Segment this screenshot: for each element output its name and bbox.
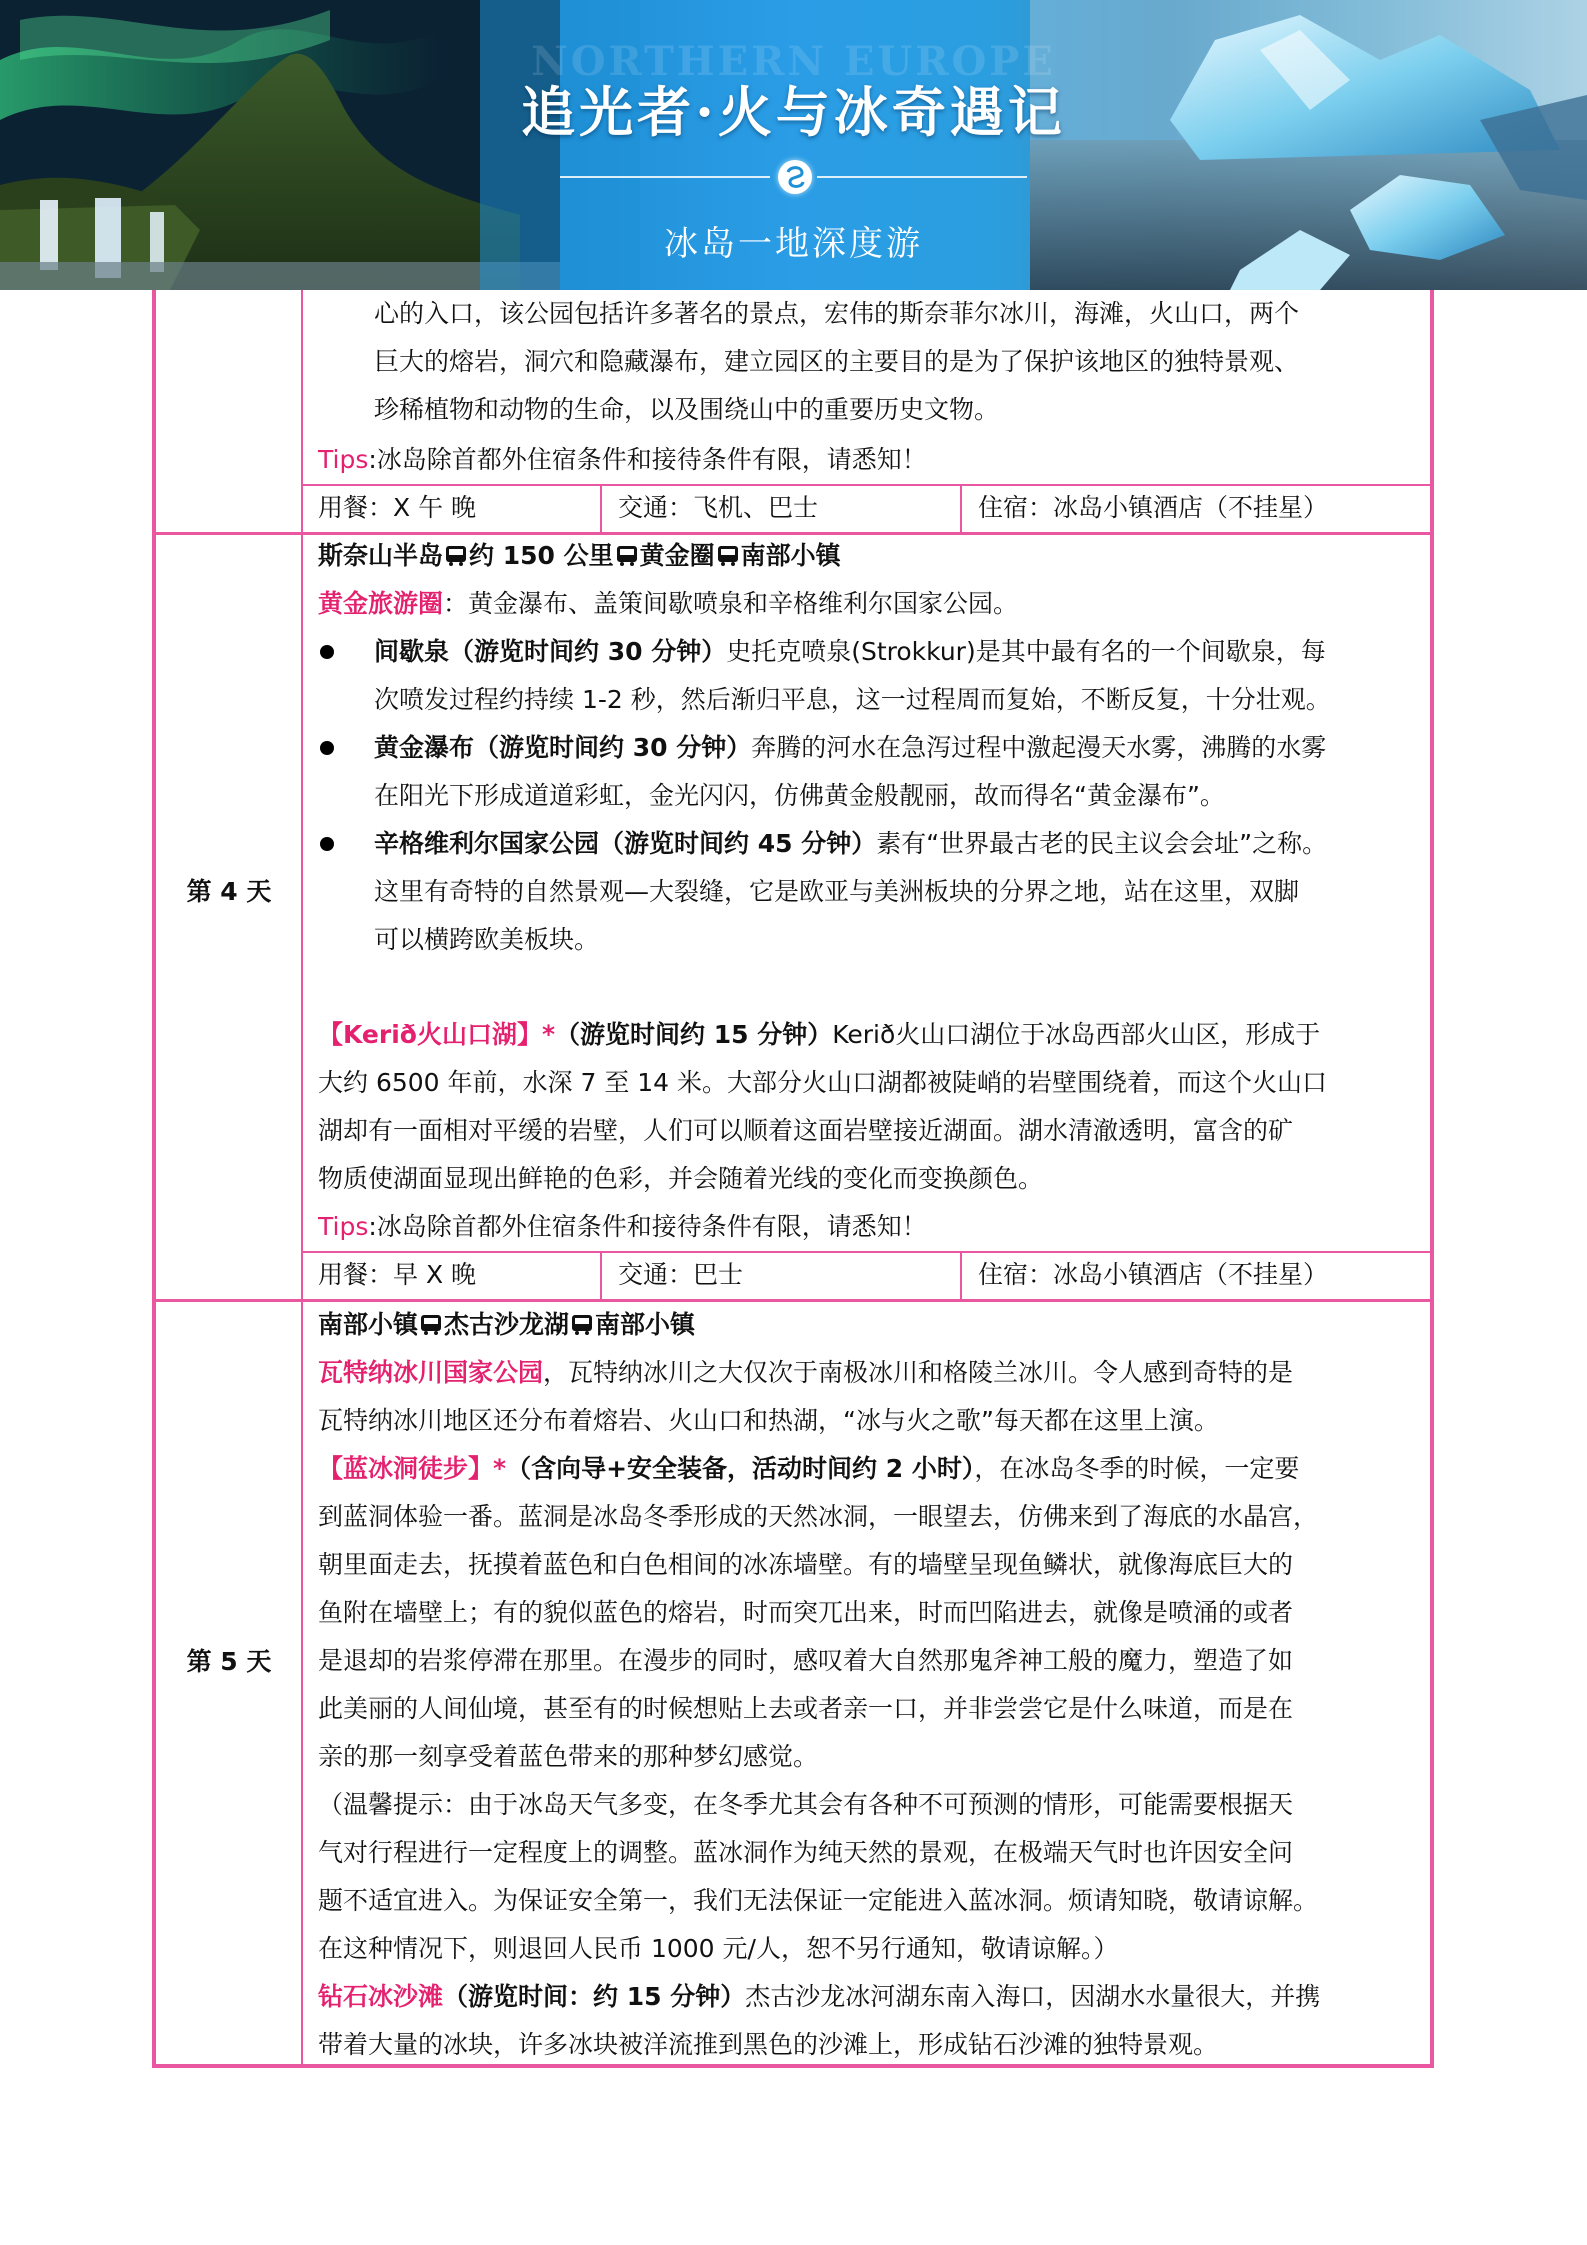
- bullet-dot-icon: [320, 645, 334, 659]
- notice-text-line: 气对行程进行一定程度上的调整。蓝冰洞作为纯天然的景观，在极端天气时也许因安全问: [318, 1838, 1294, 1867]
- kerid-label: 【Kerið火山口湖】*: [318, 1020, 556, 1049]
- kerid-item: [318, 1011, 1320, 1058]
- day3-hotel: 住宿：冰岛小镇酒店（不挂星）: [978, 493, 1329, 522]
- day5-label: 第 5 天: [186, 1647, 272, 1676]
- divider-line-right: [817, 176, 1027, 178]
- bullet-dot-icon: [320, 741, 334, 755]
- cell-divider: [960, 484, 962, 534]
- banner-subtitle: 冰岛一地深度游: [664, 224, 923, 264]
- tips-label: Tips: [318, 445, 369, 474]
- day3-description-line: 珍稀植物和动物的生命，以及围绕山中的重要历史文物。: [374, 395, 1000, 424]
- ice-cave-text-line: 是退却的岩浆停滞在那里。在漫步的同时，感叹着大自然那鬼斧神工般的魔力，塑造了如: [318, 1646, 1294, 1675]
- route-distance: 约 150 公里: [469, 541, 614, 570]
- ice-cave-item: [318, 1445, 1299, 1492]
- ice-cave-text-line: 鱼附在墙壁上；有的貌似蓝色的熔岩，时而突兀出来，时而凹陷进去，就像是喷涌的或者: [318, 1598, 1294, 1627]
- divider-line-left: [560, 176, 770, 178]
- banner-ghost-text: NORTHERN EUROPE: [531, 38, 1056, 85]
- waterfall-title: 黄金瀑布（游览时间约 30 分钟）: [374, 733, 752, 762]
- geyser-text: 史托克喷泉(Strokkur)是其中最有名的一个间歇泉，每: [726, 637, 1326, 666]
- day5-route: [318, 1301, 695, 1348]
- ice-cave-label: 【蓝冰洞徒步】*: [318, 1454, 507, 1483]
- vatna-item: [318, 1349, 1293, 1396]
- route-stop: 南部小镇: [740, 541, 841, 570]
- kerid-text: Kerið火山口湖位于冰岛西部火山区，形成于: [832, 1020, 1321, 1049]
- kerid-text-line: 湖却有一面相对平缓的岩壁，人们可以顺着这面岩壁接近湖面。湖水清澈透明，富含的矿: [318, 1116, 1294, 1145]
- notice-text-line: 在这种情况下，则退回人民币 1000 元/人，恕不另行通知，敬请谅解。）: [318, 1934, 1119, 1963]
- golden-circle-intro: [318, 580, 1018, 627]
- day4-meal: 用餐：早 X 晚: [318, 1260, 477, 1289]
- ice-cave-text-line: 到蓝洞体验一番。蓝洞是冰岛冬季形成的天然冰洞，一眼望去，仿佛来到了海底的水晶宫，: [318, 1502, 1319, 1531]
- diamond-beach-label: 钻石冰沙滩: [318, 1982, 444, 2011]
- day4-route: [318, 532, 841, 579]
- golden-circle-label: 黄金旅游圈: [318, 589, 444, 618]
- diamond-beach-text-line: 带着大量的冰块，许多冰块被洋流推到黑色的沙滩上，形成钻石沙滩的独特景观。: [318, 2030, 1219, 2059]
- kerid-time: （游览时间约 15 分钟）: [555, 1020, 833, 1049]
- day3-tips: [318, 436, 927, 483]
- day3-description-line: 心的入口，该公园包括许多著名的景点，宏伟的斯奈菲尔冰川，海滩，火山口，两个: [374, 299, 1300, 328]
- cell-divider: [600, 1251, 602, 1301]
- ice-cave-text-line: 亲的那一刻享受着蓝色带来的那种梦幻感觉。: [318, 1742, 819, 1771]
- notice-text-line: （温馨提示：由于冰岛天气多变，在冬季尤其会有各种不可预测的情形，可能需要根据天: [318, 1790, 1294, 1819]
- route-stop: 黄金圈: [639, 541, 715, 570]
- park-item: [374, 820, 1327, 867]
- diamond-beach-item: [318, 1973, 1320, 2020]
- vatna-text-line: 瓦特纳冰川地区还分布着熔岩、火山口和热湖，“冰与火之歌”每天都在这里上演。: [318, 1406, 1219, 1435]
- park-text-line: 这里有奇特的自然景观—大裂缝，它是欧亚与美洲板块的分界之地，站在这里，双脚: [374, 877, 1300, 906]
- bus-icon: [419, 1312, 443, 1336]
- diamond-beach-time: （游览时间：约 15 分钟）: [443, 1982, 746, 2011]
- column-divider: [301, 290, 303, 2064]
- day3-transport: 交通：飞机、巴士: [618, 493, 819, 522]
- bus-icon: [615, 543, 639, 567]
- day4-hotel: 住宿：冰岛小镇酒店（不挂星）: [978, 1260, 1329, 1289]
- bus-icon: [570, 1312, 594, 1336]
- header-banner: [0, 0, 1587, 290]
- tips-label: Tips: [318, 1212, 369, 1241]
- cell-divider: [960, 1251, 962, 1301]
- bullet-dot-icon: [320, 837, 334, 851]
- route-stop: 杰古沙龙湖: [444, 1310, 570, 1339]
- kerid-text-line: 物质使湖面显现出鲜艳的色彩，并会随着光线的变化而变换颜色。: [318, 1164, 1044, 1193]
- route-stop: 南部小镇: [595, 1310, 696, 1339]
- day4-tips: [318, 1203, 927, 1250]
- banner-title: 追光者·火与冰奇遇记: [521, 80, 1066, 144]
- golden-circle-text: ：黄金瀑布、盖策间歇喷泉和辛格维利尔国家公园。: [443, 589, 1019, 618]
- vatna-label: 瓦特纳冰川国家公园: [318, 1358, 544, 1387]
- waterfall-text-line: 在阳光下形成道道彩虹，金光闪闪，仿佛黄金般靓丽，故而得名“黄金瀑布”。: [374, 781, 1225, 810]
- route-stop: 斯奈山半岛: [318, 541, 444, 570]
- ice-cave-title: （含向导+安全装备，活动时间约 2 小时）: [506, 1454, 975, 1483]
- park-title: 辛格维利尔国家公园（游览时间约 45 分钟）: [374, 829, 877, 858]
- day3-meal: 用餐：X 午 晚: [318, 493, 477, 522]
- tips-text: :冰岛除首都外住宿条件和接待条件有限，请悉知！: [368, 1212, 927, 1241]
- bus-icon: [444, 543, 468, 567]
- bus-icon: [716, 543, 740, 567]
- route-stop: 南部小镇: [318, 1310, 419, 1339]
- geyser-text-line: 次喷发过程约持续 1-2 秒，然后渐归平息，这一过程周而复始，不断反复，十分壮观。: [374, 685, 1331, 714]
- ice-cave-text-line: 朝里面走去，抚摸着蓝色和白色相间的冰冻墙壁。有的墙壁呈现鱼鳞状，就像海底巨大的: [318, 1550, 1294, 1579]
- vatna-text: ，瓦特纳冰川之大仅次于南极冰川和格陵兰冰川。令人感到奇特的是: [543, 1358, 1294, 1387]
- park-text: 素有“世界最古老的民主议会会址”之称。: [876, 829, 1328, 858]
- day4-label: 第 4 天: [186, 877, 272, 906]
- geyser-title: 间歇泉（游览时间约 30 分钟）: [374, 637, 727, 666]
- waterfall-item: [374, 724, 1326, 771]
- tips-text: :冰岛除首都外住宿条件和接待条件有限，请悉知！: [368, 445, 927, 474]
- ice-cave-text-line: 此美丽的人间仙境，甚至有的时候想贴上去或者亲一口，并非尝尝它是什么味道，而是在: [318, 1694, 1294, 1723]
- notice-text-line: 题不适宜进入。为保证安全第一，我们无法保证一定能进入蓝冰洞。烦请知晓，敬请谅解。: [318, 1886, 1319, 1915]
- geyser-item: [374, 628, 1326, 675]
- brand-logo-icon: [778, 160, 812, 194]
- waterfall-text: 奔腾的河水在急泻过程中激起漫天水雾，沸腾的水雾: [751, 733, 1327, 762]
- park-text-line: 可以横跨欧美板块。: [374, 925, 600, 954]
- ice-cave-text: ，在冰岛冬季的时候，一定要: [974, 1454, 1300, 1483]
- day4-transport: 交通：巴士: [618, 1260, 744, 1289]
- diamond-beach-text: 杰古沙龙冰河湖东南入海口，因湖水水量很大，并携: [745, 1982, 1321, 2011]
- kerid-text-line: 大约 6500 年前，水深 7 至 14 米。大部分火山口湖都被陡峭的岩壁围绕着，而这个火山口: [318, 1068, 1328, 1097]
- day3-description-line: 巨大的熔岩，洞穴和隐藏瀑布，建立园区的主要目的是为了保护该地区的独特景观、: [374, 347, 1300, 376]
- cell-divider: [600, 484, 602, 534]
